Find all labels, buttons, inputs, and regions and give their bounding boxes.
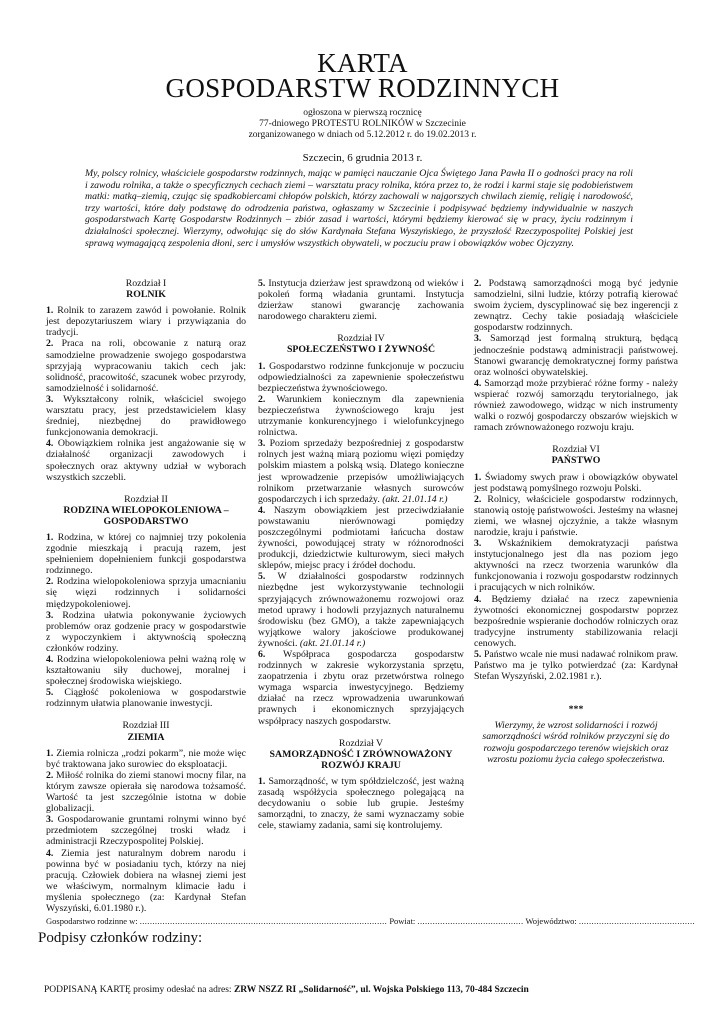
paragraph: 2. Praca na roli, obcowanie z naturą oraz samodzielne prowadzenie swojego gospodarstwa sprzyjają wypracowaniu takich cech jak: solidność, pracowitość, szacunek wobec przyrody, samodzielność i solidarność. xyxy=(46,338,247,394)
chapter-title: ROLNIK xyxy=(126,289,166,301)
paragraph: 2. Podstawą samorządności mogą być jedynie samodzielni, silni ludzie, którzy potrafią kierować swoim życiem, dyscyplinować się bez ingerencji z zewnątrz. Cechy takie posiadają właściciele gospodarstw rodzinnych. xyxy=(474,278,679,334)
paragraph: 2. Rolnicy, właściciele gospodarstw rodzinnych, stanowią ostoję państwowości. Jesteśmy na własnej ziemi, we własnej ojczyźnie, a także własnym narodzie, kraju i państwie. xyxy=(474,493,678,538)
chapter-title: SPOŁECZEŃSTWO I ŻYWNOŚĆ xyxy=(286,344,436,356)
document-date: Szczecin, 6 grudnia 2013 r. xyxy=(302,152,423,164)
farm-field[interactable]: .................................................................................................. xyxy=(139,916,388,926)
footer xyxy=(44,985,529,995)
chapter-number: Rozdział II xyxy=(124,493,168,505)
closing-statement: Wierzymy, że wzrost solidarności i rozwój samorządności wśród rolników przyczyni się do rozwoju gospodarczego terenów wiejskich oraz wzrostu poziomu życia całego społeczeństwa. xyxy=(482,720,670,765)
paragraph: 5. W działalności gospodarstw rodzinnych niezbędne jest wykorzystywanie technologii sprzyjających zrównoważonemu rozwojowi oraz metod uprawy i hodowli przyjaznych naturalnemu środowisku (bez GMO), a także zapewniających wyjątkowe walory jakościowe produkowanej żywności. (akt. 21.01.14 r.) xyxy=(258,571,464,649)
subtitle-line3: zorganizowanego w dniach od 5.12.2012 r. do 19.02.2013 r. xyxy=(248,130,477,140)
paragraph: 3. Samorząd jest formalną strukturą, będącą jednocześnie podstawą administracji państwowej. Stanowi gwarancję demokratycznej formy państwa oraz wolności obywatelskiej. xyxy=(474,333,678,378)
paragraph: 4. Naszym obowiązkiem jest przeciwdziałanie powstawaniu nierównowagi pomiędzy poszczególnymi podmiotami łańcucha dostaw żywności, powodującej straty w różnorodności produkcji, dziedzictwie kulturowym, sieci małych sklepów, miejsc pracy i źródeł dochodu. xyxy=(258,504,464,572)
chapter-5-heading xyxy=(258,738,464,771)
paragraph: 3. Wskaźnikiem demokratyzacji państwa instytucjonalnego jest dla nas poziom jego aktywności na rzecz tworzenia warunków dla funkcjonowania i rozwoju gospodarstw rodzinnych i pracujących w nich rolników. xyxy=(474,538,679,594)
chapter-2-heading xyxy=(46,494,246,527)
voivodeship-label: Województwo: xyxy=(525,916,577,926)
chapter-number: Rozdział V xyxy=(338,737,384,749)
subtitle-line2: 77-dniowego PROTESTU ROLNIKÓW w Szczecinie xyxy=(259,119,466,129)
form-line xyxy=(46,916,695,926)
paragraph: 3. Poziom sprzedaży bezpośredniej z gospodarstw rolnych jest ważną miarą poziomu więzi pomiędzy polskim miastem a polską wsią. Dlatego konieczne jest wprowadzenie przepisów umożliwiających rolnikom przetwarzanie własnych surowców gospodarczych i ich sprzedaży. (akt. 21.01.14 r.) xyxy=(258,438,464,505)
chapter-1-heading xyxy=(46,278,246,300)
document-title-line1: KARTA xyxy=(317,48,408,78)
paragraph: 1. Świadomy swych praw i obowiązków obywatel jest podstawą pomyślnego rozwoju Polski. xyxy=(474,471,679,494)
paragraph: 4. Rodzina wielopokoleniowa pełni ważną rolę w kształtowaniu siły duchowej, moralnej i społecznej środowiska wiejskiego. xyxy=(46,654,246,688)
chapter-title: RODZINA WIELOPOKOLENIOWA – GOSPODARSTWO xyxy=(63,504,229,527)
paragraph: 5. Państwo wcale nie musi nadawać rolnikom praw. Państwo ma je tylko potwierdzać (za: Kardynał Stefan Wyszyński, 2.02.1981 r.). xyxy=(474,649,678,683)
signatures-label: Podpisy członków rodziny: xyxy=(38,930,203,946)
document-title-line2: GOSPODARSTW RODZINNYCH xyxy=(165,73,560,103)
column-2 xyxy=(258,278,464,831)
separator-stars: *** xyxy=(568,704,584,716)
paragraph: 2. Miłość rolnika do ziemi stanowi mocny filar, na którym zawsze opierała się narodowa tożsamość. Wartość ta jest szczególnie istotna w dobie globalizacji. xyxy=(46,769,246,815)
chapter-title: ZIEMIA xyxy=(127,731,165,743)
paragraph: 4. Obowiązkiem rolnika jest angażowanie się w działalność organizacji zawodowych i społecznych oraz aktywny udział w wyborach wszystkich szczebli. xyxy=(46,438,246,483)
chapter-number: Rozdział VI xyxy=(552,444,600,456)
paragraph: 1. Rolnik to zarazem zawód i powołanie. Rolnik jest depozytariuszem wiary i przywiązania do tradycji. xyxy=(46,305,246,339)
paragraph: 1. Rodzina, w której co najmniej trzy pokolenia zgodnie mieszkają i pracują razem, jest spełnieniem dopełnieniem funkcji gospodarstwa rodzinnego. xyxy=(46,531,247,577)
subtitle-line1: ogłoszona w pierwszą rocznicę xyxy=(303,108,422,118)
paragraph: 6. Współpraca gospodarcza gospodarstw rodzinnych w zakresie wykorzystania sprzętu, zaopatrzenia i zbytu oraz przetwórstwa rolnego wymaga wsparcia inwestycyjnego. Będziemy działać na rzecz wprowadzenia uwarunkowań prawnych i ekonomicznych sprzyjających współpracy naszych gospodarstw. xyxy=(258,649,464,727)
footer-text: PODPISANĄ KARTĘ prosimy odesłać na adres: xyxy=(44,985,232,995)
paragraph: 5. Ciągłość pokoleniowa w gospodarstwie rodzinnym ułatwia planowanie inwestycji. xyxy=(46,687,246,710)
paragraph: 5. Instytucja dzierżaw jest sprawdzoną od wieków i pokoleń formą władania gruntami. Instytucja dzierżaw stanowi gwarancję zachowania narodowego charakteru ziemi. xyxy=(258,278,465,323)
chapter-number: Rozdział III xyxy=(122,720,170,732)
paragraph: 1. Samorządność, w tym spółdzielczość, jest ważną zasadą współżycia społecznego polegającą na decydowaniu o sobie lub grupie. Jesteśmy samorządni, to znaczy, że sami wyznaczamy sobie cele, stawiamy zadania, sami się kontrolujemy. xyxy=(258,775,464,832)
preamble: My, polscy rolnicy, właściciele gospodarstw rodzinnych, mając w pamięci nauczanie Ojca Świętego Jana Pawła II o godności pracy na roli i zawodu rolnika, a także o specyficznych cechach ziemi – warsztatu pracy rolnika, która przez to, że rodzi i karmi staje się podobieństwem matki: matką–ziemią, czując się spadkobiercami chłopów polskich, którzy zachowali w najgorszych chwilach ziemię, religię i narodowość, trzy wartości, które dały podstawę do odrodzenia państwa, ogłaszamy w Szczecinie i podpisywać będziemy indywidualnie w naszych gospodarstwach Kartę Gospodarstw Rodzinnych – zbiór zasad i wartości, którymi będziemy kierować się w pracy, życiu rodzinnym i działalności społecznej. Wierzymy, odwołując się do słów Kardynała Stefana Wyszyńskiego, że przyszłość Rzeczypospolitej Polskiej jest sprawą wymagającą zespolenia dłoni, serc i umysłów wszystkich obywateli, w poczuciu praw i obowiązków wobec Ojczyzny. xyxy=(85,168,633,249)
powiat-field[interactable]: .......................................... xyxy=(417,916,524,926)
chapter-title: SAMORZĄDNOŚĆ I ZRÓWNOWAŻONY ROZWÓJ KRAJU xyxy=(269,748,453,771)
column-1 xyxy=(46,278,246,914)
paragraph: 3. Wykształcony rolnik, właściciel swojego warsztatu pracy, jest przedstawicielem klasy średniej, niezbędnej do prawidłowego funkcjonowania demokracji. xyxy=(46,393,246,439)
chapter-title: PAŃSTWO xyxy=(551,455,601,467)
column-3 xyxy=(474,278,678,765)
paragraph: 1. Ziemia rolnicza „rodzi pokarm”, nie może więc być traktowana jako surowiec do eksploatacji. xyxy=(46,747,247,770)
paragraph: 4. Będziemy działać na rzecz zapewnienia żywotności ekonomicznej gospodarstw poprzez bezpośrednie wspieranie dochodów rolniczych oraz tradycyjne instrumenty stabilizowania relacji cenowych. xyxy=(474,593,679,649)
voivodeship-field[interactable]: .............................................. xyxy=(578,916,695,926)
paragraph: 1. Gospodarstwo rodzinne funkcjonuje w poczuciu odpowiedzialności za zapewnienie społeczeństwu bezpieczeństwa żywnościowego. xyxy=(258,360,465,394)
paragraph: 4. Samorząd może przybierać różne formy - należy wspierać rozwój samorządu terytorialnego, jak również zawodowego, widząc w nich instrumenty walki o rozwój gospodarczy obszarów wiejskich w ramach zrównoważonego rozwoju kraju. xyxy=(474,377,678,434)
powiat-label: Powiat: xyxy=(389,916,416,926)
paragraph: 4. Ziemia jest naturalnym dobrem narodu i powinna być w posiadaniu tych, którzy na niej pracują. Człowiek dobiera na własnej ziemi jest we właściwym, normalnym klimacie ładu i myślenia społecznego (za: Kardynał Stefan Wyszyński, 6.01.1980 r.). xyxy=(46,847,246,914)
chapter-number: Rozdział I xyxy=(125,278,167,289)
chapter-number: Rozdział IV xyxy=(337,333,385,345)
farm-label: Gospodarstwo rodzinne w: xyxy=(46,916,138,926)
paragraph: 3. Rodzina ułatwia pokonywanie życiowych problemów oraz godzenie pracy w gospodarstwie z wypoczynkiem i aktywnością społeczną członków rodziny. xyxy=(46,609,246,654)
footer-address: ZRW NSZZ RI „Solidarność”, ul. Wojska Polskiego 113, 70-484 Szczecin xyxy=(233,985,529,995)
chapter-6-heading xyxy=(474,444,678,466)
chapter-4-heading xyxy=(258,333,464,355)
paragraph: 3. Gospodarowanie gruntami rolnymi winno być przedmiotem szczególnej troski władz i administracji Rzeczypospolitej Polskiej. xyxy=(46,814,246,848)
paragraph: 2. Warunkiem koniecznym dla zapewnienia bezpieczeństwa żywnościowego kraju jest utrzymanie konkurencyjnego i wielofunkcyjnego rolnictwa. xyxy=(258,393,464,439)
paragraph: 2. Rodzina wielopokoleniowa sprzyja umacnianiu się więzi rodzinnych i solidarności międzypokoleniowej. xyxy=(46,576,246,610)
chapter-3-heading xyxy=(46,720,246,742)
